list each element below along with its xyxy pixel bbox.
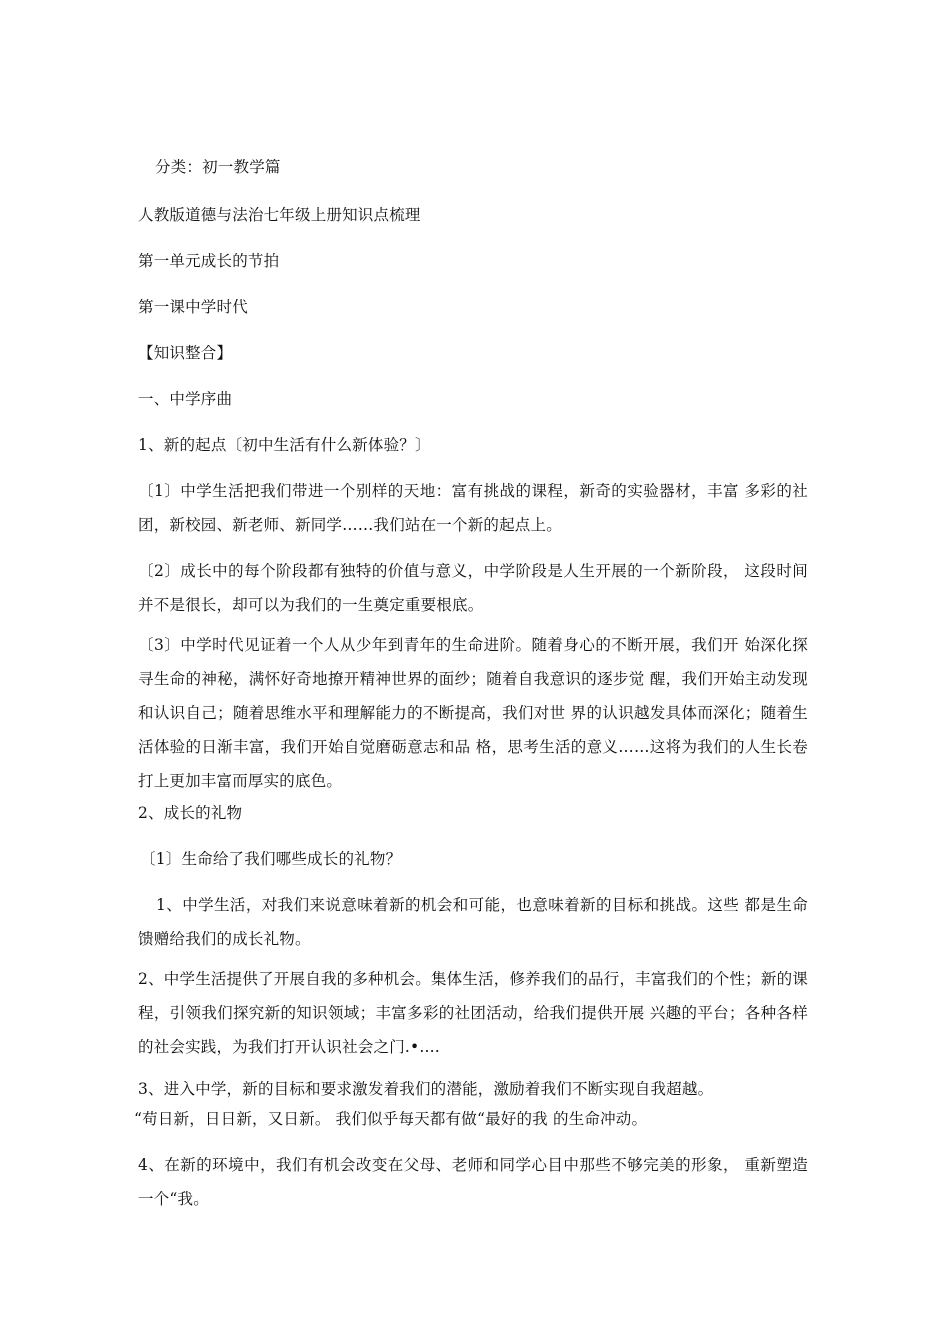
section-header: 【知识整合】	[138, 344, 233, 362]
paragraph-2: 〔2〕成长中的每个阶段都有独特的价值与意义，中学阶段是人生开展的一个新阶段， 这段时间并不是很长，却可以为我们的一生奠定重要根底。	[138, 562, 808, 614]
question-2-sub: 〔1〕生命给了我们哪些成长的礼物？	[140, 850, 402, 868]
paragraph-1: 〔1〕中学生活把我们带进一个别样的天地：富有挑战的课程，新奇的实验器材，丰富 多彩的社团，新校园、新老师、新同学……我们站在一个新的起点上。	[138, 482, 808, 534]
question-1: 1、新的起点〔初中生活有什么新体验？〕	[138, 436, 431, 454]
gift-item-2: 2、中学生活提供了开展自我的多种机会。集体生活，修养我们的品行，丰富我们的个性；新的课程，引领我们探究新的知识领域；丰富多彩的社团活动，给我们提供开展 兴趣的平台；各种各样的社会实践，为我们打开认识社会之门.•....	[138, 970, 808, 1056]
paragraph-3: 〔3〕中学时代见证着一个人从少年到青年的生命进阶。随着身心的不断开展，我们开 始深化探寻生命的神秘，满怀好奇地撩开精神世界的面纱；随着自我意识的逐步觉 醒，我们开始主动发现和认识自己；随着思维水平和理解能力的不断提高，我们对世 界的认识越发具体而深化；随着生活体验的日渐丰富，我们开始自觉磨砺意志和品 格，思考生活的意义……这将为我们的人生长卷打上更加丰富而厚实的底色。	[138, 636, 808, 790]
lesson-heading: 第一课中学时代	[138, 298, 248, 316]
gift-item-3-line-1: 3、进入中学，新的目标和要求激发着我们的潜能，激励着我们不断实现自我超越。	[138, 1080, 714, 1098]
gift-item-3-line-2: “苟日新，日日新，又日新。 我们似乎每天都有做“最好的我 的生命冲动。	[134, 1110, 648, 1128]
unit-heading: 第一单元成长的节拍	[138, 252, 280, 270]
part1-heading: 一、中学序曲	[138, 390, 233, 408]
question-2: 2、成长的礼物	[138, 804, 243, 822]
gift-item-4: 4、在新的环境中，我们有机会改变在父母、老师和同学心目中那些不够完美的形象， 重新塑造一个“我。	[138, 1156, 808, 1208]
doc-title: 人教版道德与法治七年级上册知识点梳理	[138, 206, 421, 224]
gift-item-1: 1、中学生活，对我们来说意味着新的机会和可能，也意味着新的目标和挑战。这些 都是生命馈赠给我们的成长礼物。	[138, 896, 808, 948]
doc-category: 分类：初一教学篇	[155, 158, 281, 176]
